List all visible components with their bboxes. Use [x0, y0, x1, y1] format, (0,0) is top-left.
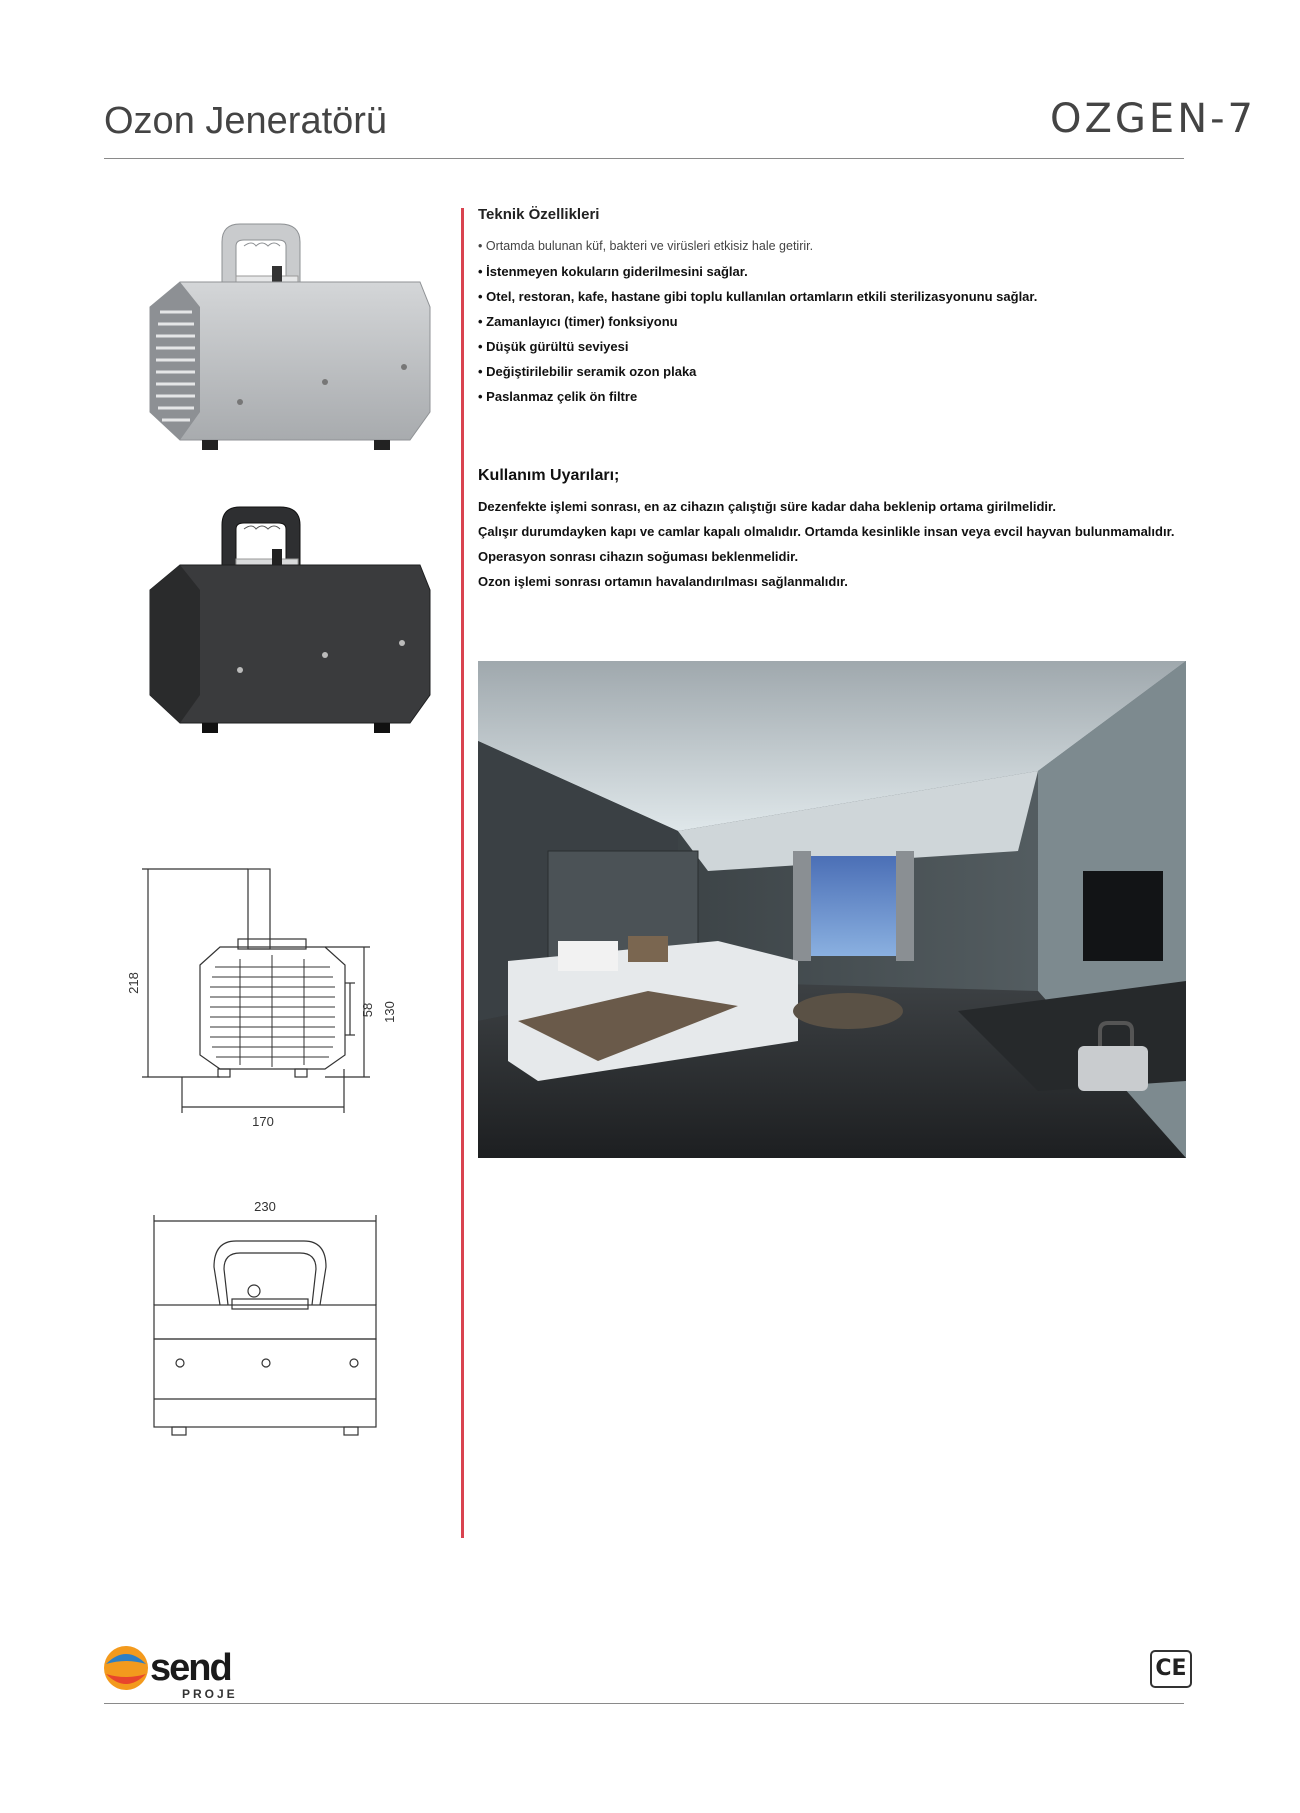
- product-image-dark: [140, 495, 440, 755]
- usage-heading: Kullanım Uyarıları;: [478, 467, 620, 484]
- side-view-drawing: [140, 1195, 400, 1455]
- accent-divider: [461, 208, 464, 1538]
- list-item: • İstenmeyen kokuların giderilmesini sağlar.: [478, 264, 748, 279]
- page-title: Ozon Jeneratörü: [104, 100, 388, 142]
- usage-list: [478, 494, 1175, 594]
- dim-height-body: 130: [382, 1001, 397, 1023]
- list-item: • Değiştirilebilir seramik ozon plaka: [478, 364, 697, 379]
- list-item: • Ortamda bulunan küf, bakteri ve virüsleri etkisiz hale getirir.: [478, 239, 814, 253]
- front-view-drawing: [120, 855, 420, 1145]
- dim-width-side: 230: [254, 1199, 276, 1214]
- send-proje-logo: [100, 1634, 280, 1704]
- brand-name: send: [150, 1647, 231, 1689]
- list-item: Dezenfekte işlemi sonrası, en az cihazın çalıştığı süre kadar daha beklenip ortama girilmelidir.: [478, 499, 1056, 514]
- dim-height-total: 218: [126, 972, 141, 994]
- list-item: • Paslanmaz çelik ön filtre: [478, 389, 638, 404]
- brand-sub: PROJE: [182, 1687, 238, 1701]
- list-item: Çalışır durumdayken kapı ve camlar kapalı olmalıdır. Ortamda kesinlikle insan veya evcil hayvan bulunmamalıdır.: [478, 524, 1175, 539]
- list-item: Operasyon sonrası cihazın soğuması beklenmelidir.: [478, 549, 799, 564]
- dim-width-front: 170: [252, 1114, 274, 1129]
- specs-heading: Teknik Özellikleri: [478, 206, 600, 223]
- list-item: • Zamanlayıcı (timer) fonksiyonu: [478, 314, 678, 329]
- model-name: OZGEN-7: [1050, 96, 1256, 142]
- hotel-room-photo: [478, 661, 1186, 1158]
- footer-divider: [104, 1703, 1184, 1704]
- ce-mark: CE: [1150, 1650, 1192, 1688]
- list-item: • Otel, restoran, kafe, hastane gibi toplu kullanılan ortamların etkili sterilizasyonunu sağlar.: [478, 289, 1038, 304]
- dim-height-inner: 58: [360, 1002, 375, 1018]
- list-item: Ozon işlemi sonrası ortamın havalandırılması sağlanmalıdır.: [478, 574, 848, 589]
- header-divider: [104, 158, 1184, 159]
- list-item: • Düşük gürültü seviyesi: [478, 339, 629, 354]
- specs-list: [478, 234, 1037, 409]
- product-image-grey: [140, 212, 440, 472]
